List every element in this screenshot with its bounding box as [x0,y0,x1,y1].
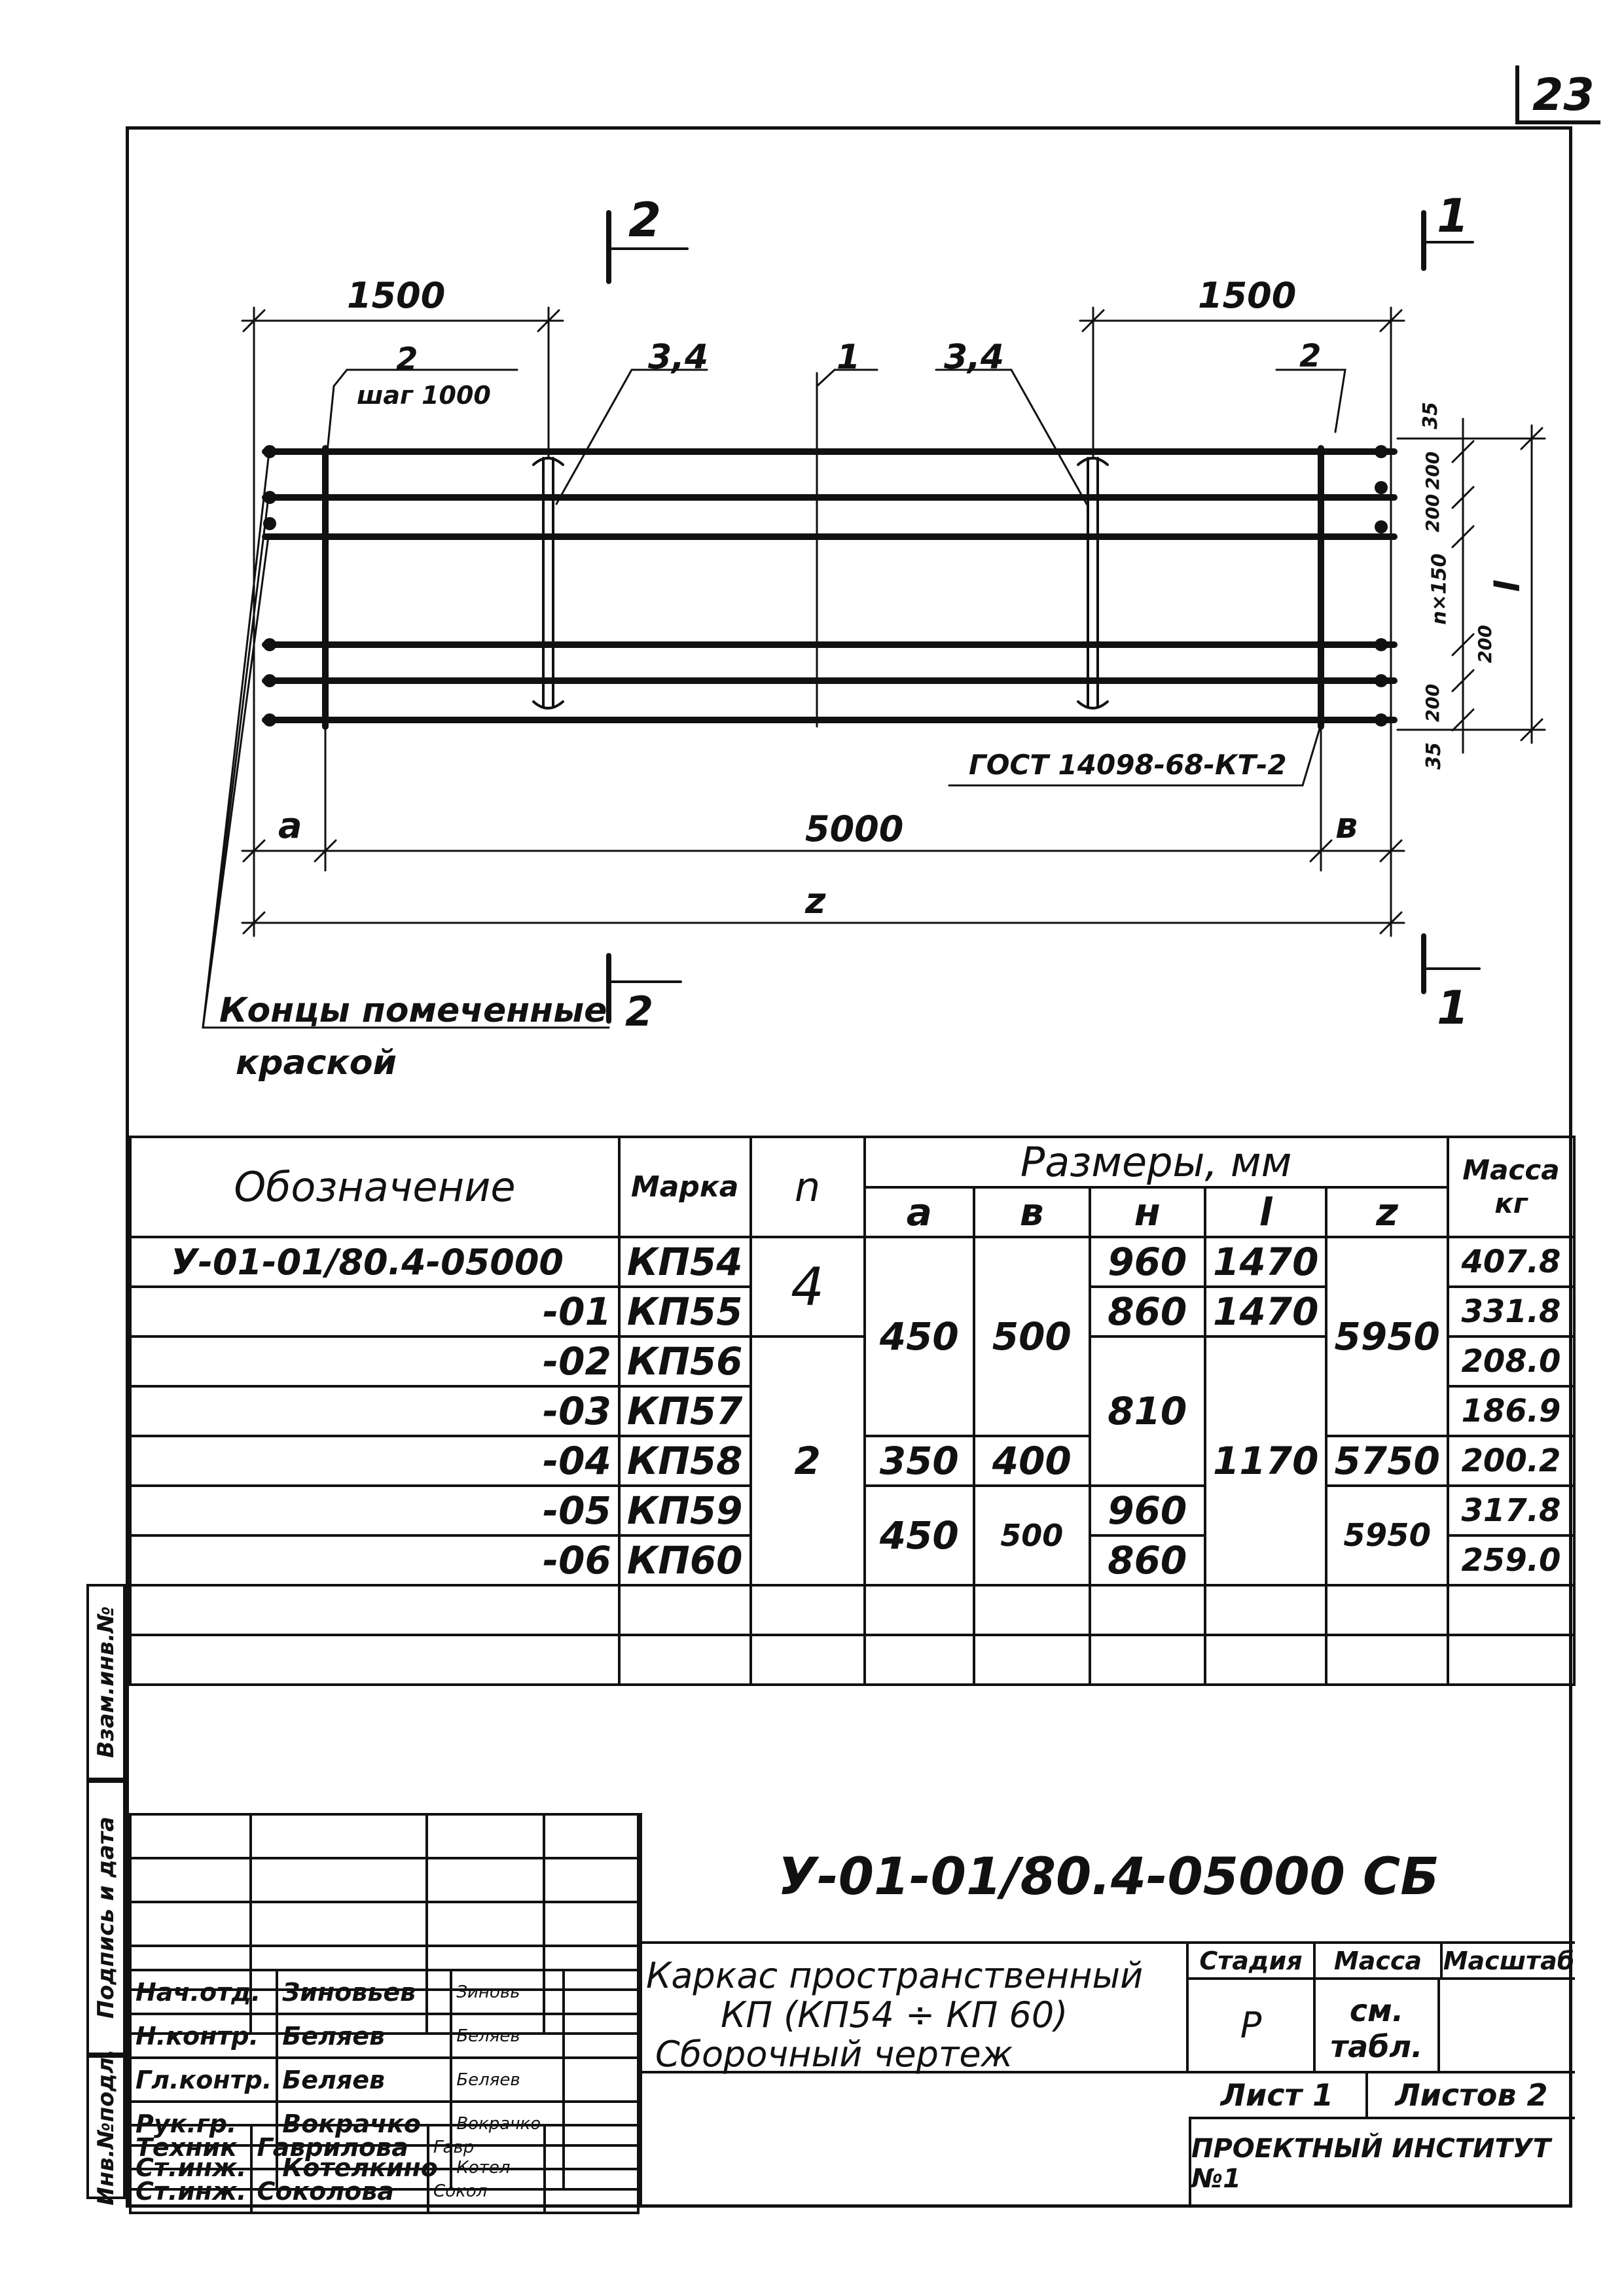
hdr-sizes: Размеры, мм [865,1137,1448,1187]
dim-z-label: z [805,880,826,922]
signature-name: Гаврилова [251,2125,428,2169]
doc-code: У-01-01/80.4-05000 СБ [778,1848,1439,1907]
pos-2-right: 2 [1299,338,1322,374]
dim-a-label: a [278,805,302,846]
n-top: 4 [751,1237,865,1336]
signature-row [130,2169,638,2213]
ends-note-line1: Концы помеченные [219,991,607,1030]
signature-role: Ст.инж. [130,2145,277,2189]
pos-34-left: 3,4 [648,338,709,377]
row-mark: КП56 [619,1336,751,1386]
row-b: 400 [974,1436,1090,1486]
row-designation: У-01-01/80.4-05000 [130,1237,619,1287]
dim-right-1500: 1500 [1198,275,1297,316]
right-dim-200-3: 200 [1474,624,1496,664]
b-group2: 500 [974,1486,1090,1585]
row-mark: КП54 [619,1237,751,1287]
signature-name: Соколова [251,2169,428,2213]
scale-value [1440,1980,1575,2071]
hdr-a: a [865,1187,975,1237]
sheet-label: Лист 1 [1189,2073,1368,2117]
stage-values-cell [1189,1980,1575,2073]
row-designation: -03 [130,1386,619,1436]
side-stamp-sign-date-label: Подпись и дата [93,1816,119,2019]
row-h: 860 [1090,1535,1206,1585]
row-mark: КП60 [619,1535,751,1585]
signature-row [130,1970,638,2014]
right-dim-35-bottom: 35 [1422,742,1445,770]
right-dim-35-top: 35 [1418,402,1442,429]
sheet-cell [1189,2073,1575,2119]
table-row-empty [130,1585,1574,1635]
gost-note: ГОСТ 14098-68-КТ-2 [969,749,1287,781]
z-group1: 5950 [1326,1237,1447,1436]
blank-cell [642,2073,1189,2208]
row-designation: -05 [130,1486,619,1535]
dim-l-label: l [1488,581,1528,592]
a-group1: 450 [865,1237,975,1436]
row-designation: -01 [130,1287,619,1336]
signature-list-bottom [129,2124,640,2214]
row-designation: -06 [130,1535,619,1585]
section-2-top: 2 [628,192,662,247]
row-mass: 331.8 [1448,1287,1574,1336]
signature-role: Нач.отд. [130,1970,277,2014]
scale-label: Масштаб [1443,1946,1575,1975]
dim-b-label: в [1335,805,1358,846]
bar-end-dots [263,445,1388,726]
signature-sign: Вокрачко [451,2102,564,2145]
sheet-number: 23 [1532,69,1595,121]
signature-name: Вокрачко [277,2102,451,2145]
row-mass: 259.0 [1448,1535,1574,1585]
signature-role: Техник [130,2125,251,2169]
side-stamp-inv-orig-label: Инв.№подл. [93,2049,119,2206]
section-1-top: 1 [1437,189,1469,243]
signature-name: Зиновьев [277,1970,451,2014]
dim-left-1500: 1500 [347,275,446,316]
title-line-2: КП (КП54 ÷ КП 60) [721,1994,1068,2036]
section-marks [609,213,1424,1021]
signature-name: Котелкино [277,2145,451,2189]
hdr-mass: Масса кг [1448,1137,1574,1237]
step-note: шаг 1000 [357,381,491,410]
signature-row [130,2125,638,2169]
signature-role: Ст.инж. [130,2169,251,2213]
right-dim-200-2: 200 [1422,493,1444,533]
table-row [130,1237,1574,1287]
signature-role: Н.контр. [130,2014,277,2058]
stage-header-cell [1189,1944,1575,1980]
row-mark: КП58 [619,1436,751,1486]
stage-value: Р [1189,1980,1316,2071]
row-mass: 317.8 [1448,1486,1574,1535]
mid-bar-right-hook-bottom [1078,702,1108,708]
l-group: 1170 [1205,1336,1326,1585]
stage-label: Стадия [1189,1944,1316,1977]
signature-role: Гл.контр. [130,2058,277,2102]
row-mark: КП55 [619,1287,751,1336]
signature-row [130,2058,638,2102]
n-bottom: 2 [751,1336,865,1585]
row-designation: -02 [130,1336,619,1386]
row-h: 960 [1090,1486,1206,1535]
sheets-label: Листов 2 [1395,2077,1548,2113]
hdr-h: н [1090,1187,1206,1237]
a-group2: 450 [865,1486,975,1585]
leader-lines [203,370,1345,1028]
z-group2: 5950 [1326,1486,1447,1585]
hdr-mark: Марка [619,1137,751,1237]
right-dim-200-1: 200 [1422,451,1444,490]
right-dim-nx150: n×150 [1428,553,1451,625]
title-line-3: Сборочный чертеж [655,2034,1013,2075]
signature-sign: Беляев [451,2058,564,2102]
mass-value: см. табл. [1316,1980,1440,2071]
row-mass: 407.8 [1448,1237,1574,1287]
signature-sign: Сокол [428,2169,545,2213]
mid-bar-left-hook-top [533,458,563,465]
table-row-empty [130,1635,1574,1685]
hdr-n: n [751,1137,865,1237]
hdr-b: в [974,1187,1090,1237]
mid-bar-right-hook-top [1078,458,1108,465]
row-designation: -04 [130,1436,619,1486]
b-group1: 500 [974,1237,1090,1436]
org-name: ПРОЕКТНЫЙ ИНСТИТУТ №1 [1191,2133,1551,2194]
signature-name: Беляев [277,2014,451,2058]
row-mass: 200.2 [1448,1436,1574,1486]
row-h: 960 [1090,1237,1206,1287]
section-1-bottom: 1 [1437,981,1469,1035]
title-cell [642,1944,1189,2073]
row-z: 5750 [1326,1436,1447,1486]
signature-name: Беляев [277,2058,451,2102]
mid-bar-left-hook-bottom [533,702,563,708]
section-2-bottom: 2 [625,988,654,1035]
signature-sign: Беляев [451,2014,564,2058]
spec-header-row-1 [130,1137,1574,1187]
dim-5000: 5000 [805,808,904,850]
signature-row [130,2014,638,2058]
org-cell [1189,2119,1575,2208]
row-mark: КП57 [619,1386,751,1436]
doc-code-cell [642,1813,1575,1944]
signature-sign: Котел [451,2145,564,2189]
pos-1: 1 [837,338,861,377]
signature-sign: Зиновь [451,1970,564,2014]
pos-34-right: 3,4 [944,338,1005,377]
signature-sign: Гавр [428,2125,545,2169]
row-h: 860 [1090,1287,1206,1336]
section-arrows [612,242,1479,982]
row-l: 1470 [1205,1287,1326,1336]
h-group: 810 [1090,1336,1206,1486]
hdr-z: z [1326,1187,1447,1237]
title-block-right [640,1813,1575,2208]
right-dim-200-4: 200 [1422,683,1444,723]
ends-note-line2: краской [236,1043,397,1083]
hdr-l: l [1205,1187,1326,1237]
hdr-designation: Обозначение [130,1137,619,1237]
row-mass: 208.0 [1448,1336,1574,1386]
spec-table [129,1136,1576,1686]
side-stamp-inv-repl-label: Взам.инв.№ [93,1606,119,1758]
signature-role: Рук.гр. [130,2102,277,2145]
row-a: 350 [865,1436,975,1486]
pos-2-left: 2 [396,341,418,378]
row-mass: 186.9 [1448,1386,1574,1436]
row-l: 1470 [1205,1237,1326,1287]
row-mark: КП59 [619,1486,751,1535]
mass-label: Масса [1316,1944,1443,1977]
title-line-1: Каркас пространственный [646,1955,1144,1996]
